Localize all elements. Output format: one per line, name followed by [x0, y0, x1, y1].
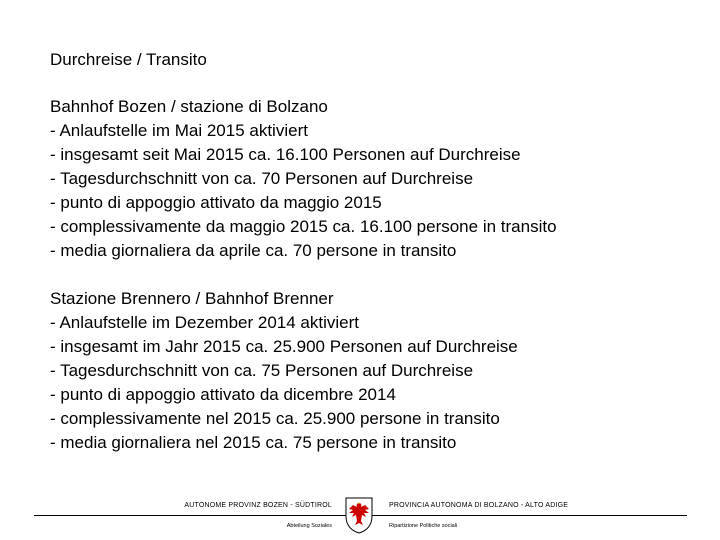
- section-line: - complessivamente da maggio 2015 ca. 16.100 persone in transito: [50, 217, 557, 236]
- section-line: - media giornaliera da aprile ca. 70 persone in transito: [50, 241, 457, 260]
- footer-right-org: PROVINCIA AUTONOMA DI BOLZANO - ALTO ADIGE: [389, 502, 569, 509]
- section-line: - punto di appoggio attivato da dicembre 2014: [50, 385, 396, 404]
- section-line: - Tagesdurchschnitt von ca. 70 Personen auf Durchreise: [50, 169, 474, 188]
- section-line: - media giornaliera nel 2015 ca. 75 persone in transito: [50, 433, 457, 452]
- section-line: - complessivamente nel 2015 ca. 25.900 persone in transito: [50, 409, 500, 428]
- section-line: - insgesamt seit Mai 2015 ca. 16.100 Personen auf Durchreise: [50, 145, 521, 164]
- section-line: - punto di appoggio attivato da maggio 2015: [50, 193, 382, 212]
- section-line: - insgesamt im Jahr 2015 ca. 25.900 Personen auf Durchreise: [50, 337, 518, 356]
- section-brennero: [50, 287, 518, 455]
- section-line: - Tagesdurchschnitt von ca. 75 Personen auf Durchreise: [50, 361, 474, 380]
- section-heading: Bahnhof Bozen / stazione di Bolzano: [50, 97, 328, 116]
- footer-left-org: AUTONOME PROVINZ BOZEN - SÜDTIROL: [184, 502, 332, 509]
- section-bolzano: [50, 95, 557, 263]
- footer-left-department: Abteilung Soziales: [286, 523, 332, 529]
- section-heading: Stazione Brennero / Bahnhof Brenner: [50, 289, 334, 308]
- section-line: - Anlaufstelle im Mai 2015 aktiviert: [50, 121, 308, 140]
- footer-right-department: Ripartizione Politiche sociali: [389, 523, 458, 529]
- eagle-coat-of-arms-icon: [344, 496, 374, 534]
- page-title: Durchreise / Transito: [50, 50, 207, 69]
- section-line: - Anlaufstelle im Dezember 2014 aktiviert: [50, 313, 359, 332]
